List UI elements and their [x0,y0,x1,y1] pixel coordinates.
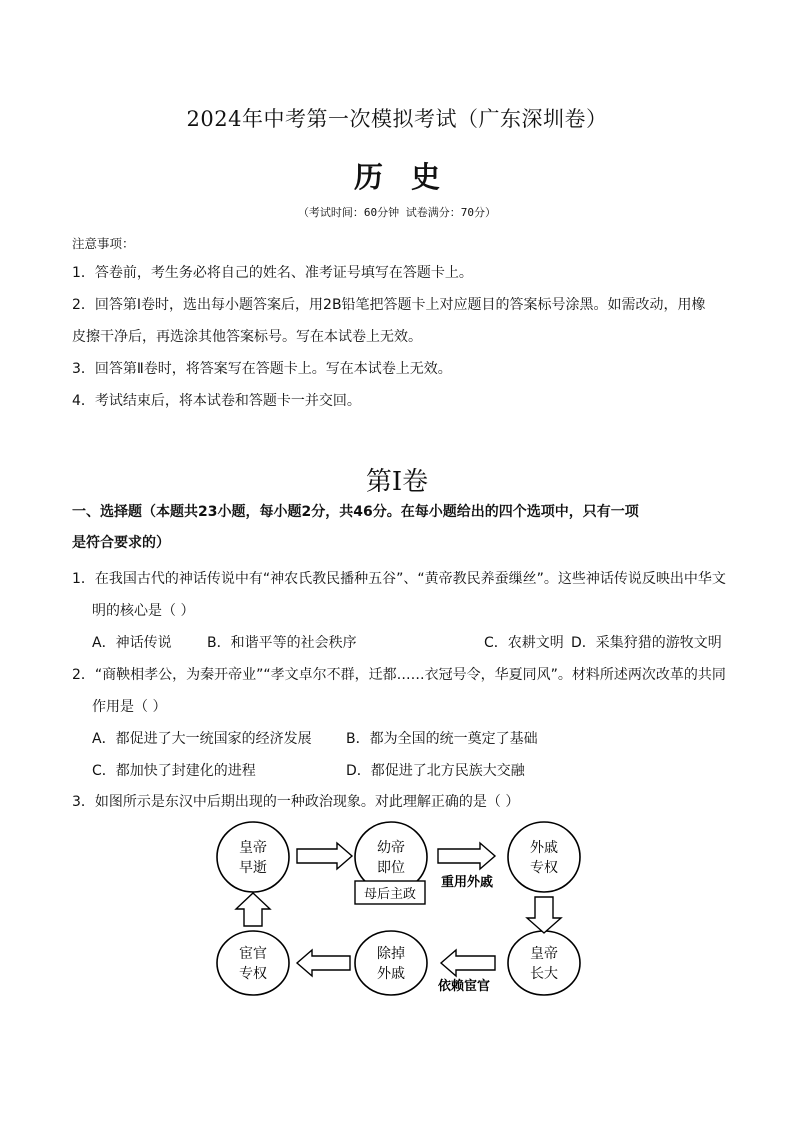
node-consort-power [508,822,580,892]
q1-option-a[interactable]: A．神话传说 [92,635,172,651]
label-rely-consort: 重用外戚 [440,875,494,890]
q2-option-b[interactable]: B．都为全国的统一奠定了基础 [346,731,538,747]
q1-option-c[interactable]: C．农耕文明 [484,635,564,651]
node-6-line-1: 宦官 [239,946,267,962]
arrow-left-1 [441,950,495,976]
node-4-line-1: 皇帝 [530,946,558,962]
arrow-right-2 [438,843,495,869]
q3-stem-line-1: 3．如图所示是东汉中后期出现的一种政治现象。对此理解正确的是（ ） [72,794,520,810]
section-desc-line-2: 是符合要求的） [72,535,170,551]
arrow-left-2 [297,950,350,976]
exam-info: （考试时间：60分钟 试卷满分：70分） [297,206,497,219]
node-remove-consort [355,931,427,995]
q2-option-a[interactable]: A．都促进了大一统国家的经济发展 [92,731,312,747]
label-rely-eunuch: 依赖宦官 [437,979,491,994]
subject-title [0,155,794,196]
notice-title: 注意事项： [72,236,135,251]
notice-item-2-cont: 皮擦干净后，再选涂其他答案标号。写在本试卷上无效。 [72,329,422,345]
q2-stem-line-1: 2．“商鞅相孝公，为秦开帝业”“孝文卓尔不群，迁都……衣冠号令，华夏同风”。材料所述两次改革的共同 [72,667,726,683]
arrow-down [527,897,561,933]
node-6-line-2: 专权 [239,966,267,982]
node-2-line-1: 幼帝 [377,840,405,856]
q1-stem-line-1: 1．在我国古代的神话传说中有“神农氏教民播种五谷”、“黄帝教民养蚕缫丝”。这些神话传说反映出中华文 [72,571,726,587]
q1-stem-line-2: 明的核心是（ ） [92,603,195,619]
box-empress-dowager [355,881,425,904]
arrow-right-1 [297,843,352,869]
node-3-line-2: 专权 [530,860,558,876]
notice-item-3: 3．回答第Ⅱ卷时，将答案写在答题卡上。写在本试卷上无效。 [72,361,452,377]
q1-option-d[interactable]: D．采集狩猎的游牧文明 [571,635,722,651]
node-4-line-2: 长大 [530,966,558,982]
node-emperor-grown [508,931,580,995]
node-5-line-1: 除掉 [377,946,405,962]
subject-char-2: 史 [411,160,441,194]
box-label: 母后主政 [363,887,417,902]
node-1-line-1: 皇帝 [239,840,267,856]
politics-cycle-diagram [200,816,600,996]
subject-char-1: 历 [353,160,383,194]
section-title: 第Ⅰ卷 [365,467,429,497]
q1-option-b[interactable]: B．和谐平等的社会秩序 [207,635,357,651]
q2-option-d[interactable]: D．都促进了北方民族大交融 [346,763,525,779]
q2-stem-line-2: 作用是（ ） [92,699,167,715]
notice-item-4: 4．考试结束后，将本试卷和答题卡一并交回。 [72,393,361,409]
node-eunuch-power [217,931,289,995]
node-3-line-1: 外戚 [530,840,558,856]
node-emperor-early-death [217,822,289,892]
paper-title: 2024年中考第一次模拟考试（广东深圳卷） [186,107,608,131]
notice-item-2: 2．回答第Ⅰ卷时，选出每小题答案后，用2B铅笔把答题卡上对应题目的答案标号涂黑。如需改动，用橡 [72,297,706,313]
node-2-line-2: 即位 [377,860,405,876]
section-desc-line-1: 一、选择题（本题共23小题，每小题2分，共46分。在每小题给出的四个选项中，只有一项 [72,504,639,520]
q2-option-c[interactable]: C．都加快了封建化的进程 [92,763,256,779]
notice-item-1: 1．答卷前，考生务必将自己的姓名、准考证号填写在答题卡上。 [72,265,473,281]
node-5-line-2: 外戚 [377,966,405,982]
node-1-line-2: 早逝 [239,860,267,876]
arrow-up [236,893,270,926]
